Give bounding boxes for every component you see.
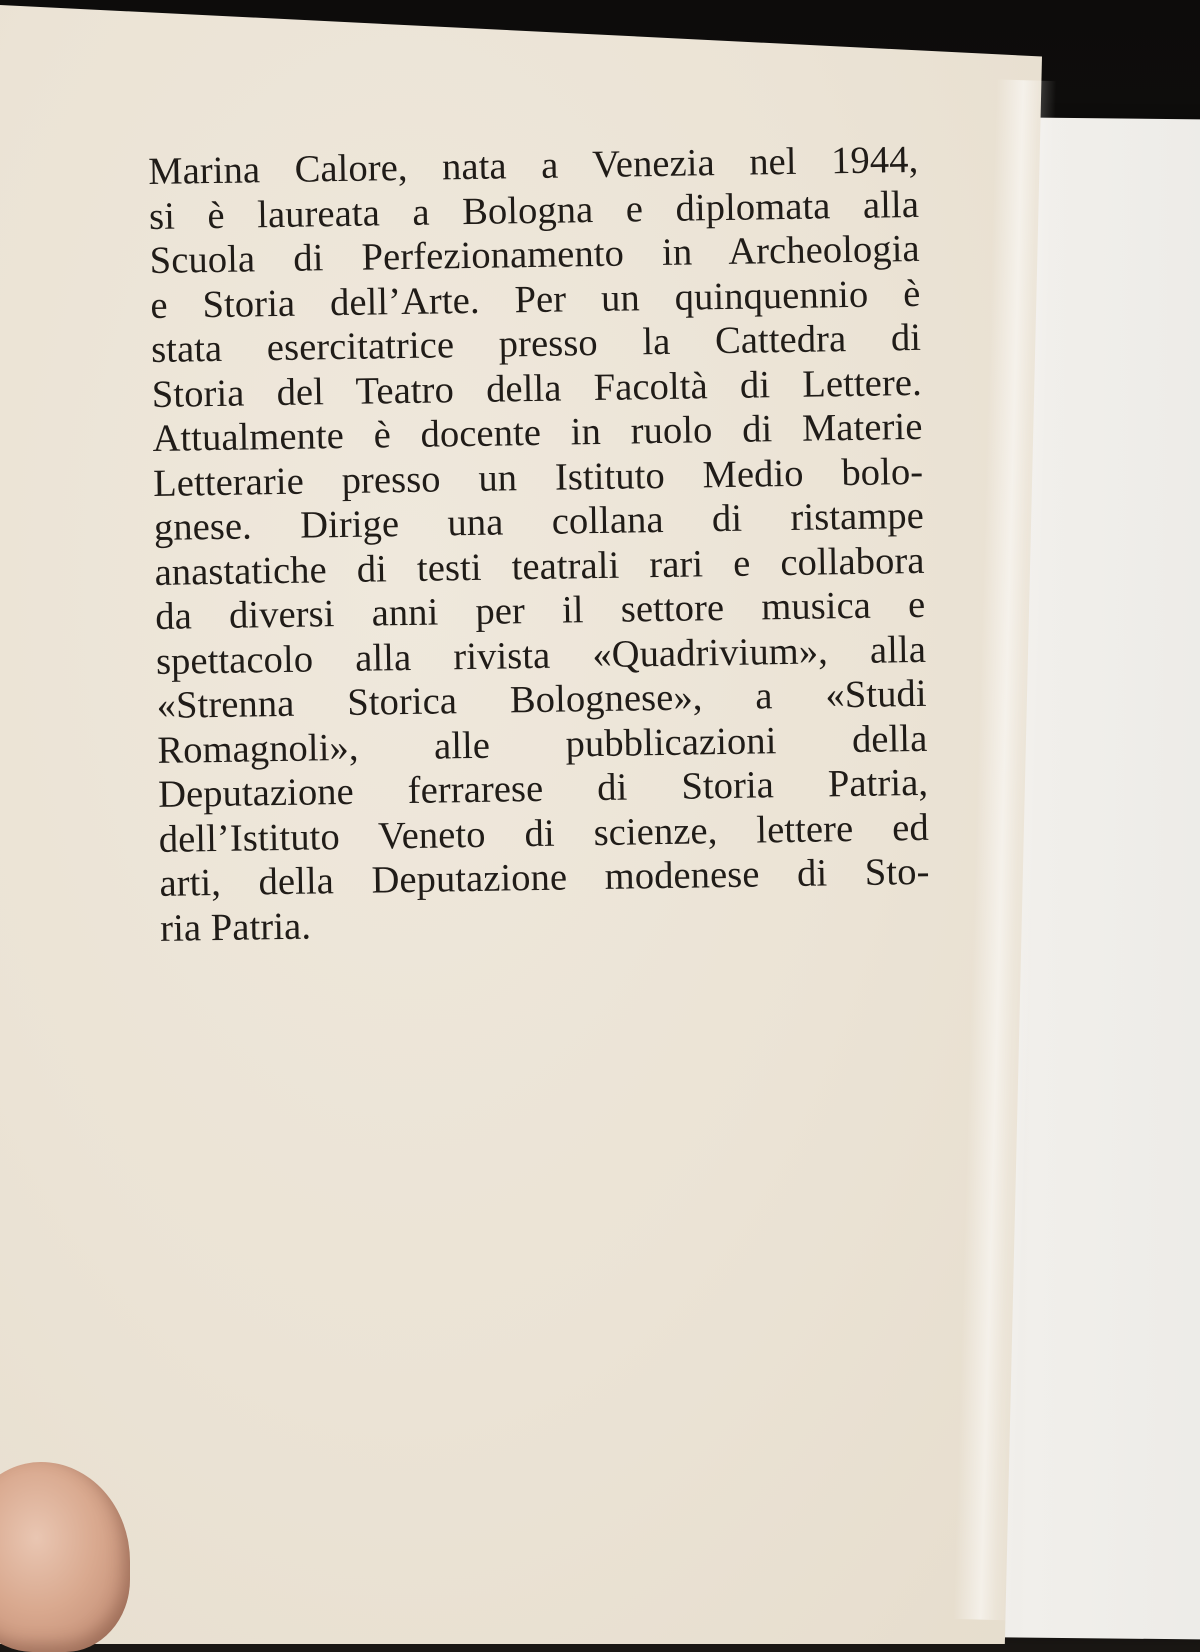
bio-line: Attualmente è docente in ruolo di Materie	[152, 405, 923, 460]
bio-line: Scuola di Perfezionamento in Archeologia	[149, 227, 920, 282]
bio-line: gnese. Dirige una collana di ristampe	[153, 494, 925, 549]
bio-line: si è laureata a Bologna e diplomata alla	[148, 183, 920, 238]
bio-line: spettacolo alla rivista «Quadrivium», alla	[155, 628, 927, 683]
bio-line: dell’Istituto Veneto di scienze, lettere ed	[158, 806, 930, 861]
bio-line: Deputazione ferrarese di Storia Patria,	[157, 761, 929, 816]
bio-line: anastatiche di testi teatrali rari e collabora	[154, 539, 925, 594]
author-biography	[148, 138, 930, 951]
bio-line: arti, della Deputazione modenese di Sto-	[159, 850, 930, 905]
bio-line: Storia del Teatro della Facoltà di Lettere.	[151, 361, 923, 416]
bio-line: da diversi anni per il settore musica e	[155, 583, 926, 638]
bio-line: «Strenna Storica Bolognese», a «Studi	[156, 672, 927, 727]
bio-line: Letterarie presso un Istituto Medio bolo-	[152, 450, 924, 505]
bio-line: e Storia dell’Arte. Per un quinquennio è	[150, 272, 921, 327]
bio-line: Marina Calore, nata a Venezia nel 1944,	[148, 138, 919, 193]
bio-line: ria Patria.	[159, 905, 312, 950]
bio-line: Romagnoli», alle pubblicazioni della	[157, 717, 928, 772]
bio-line: stata esercitatrice presso la Cattedra di	[150, 316, 922, 371]
